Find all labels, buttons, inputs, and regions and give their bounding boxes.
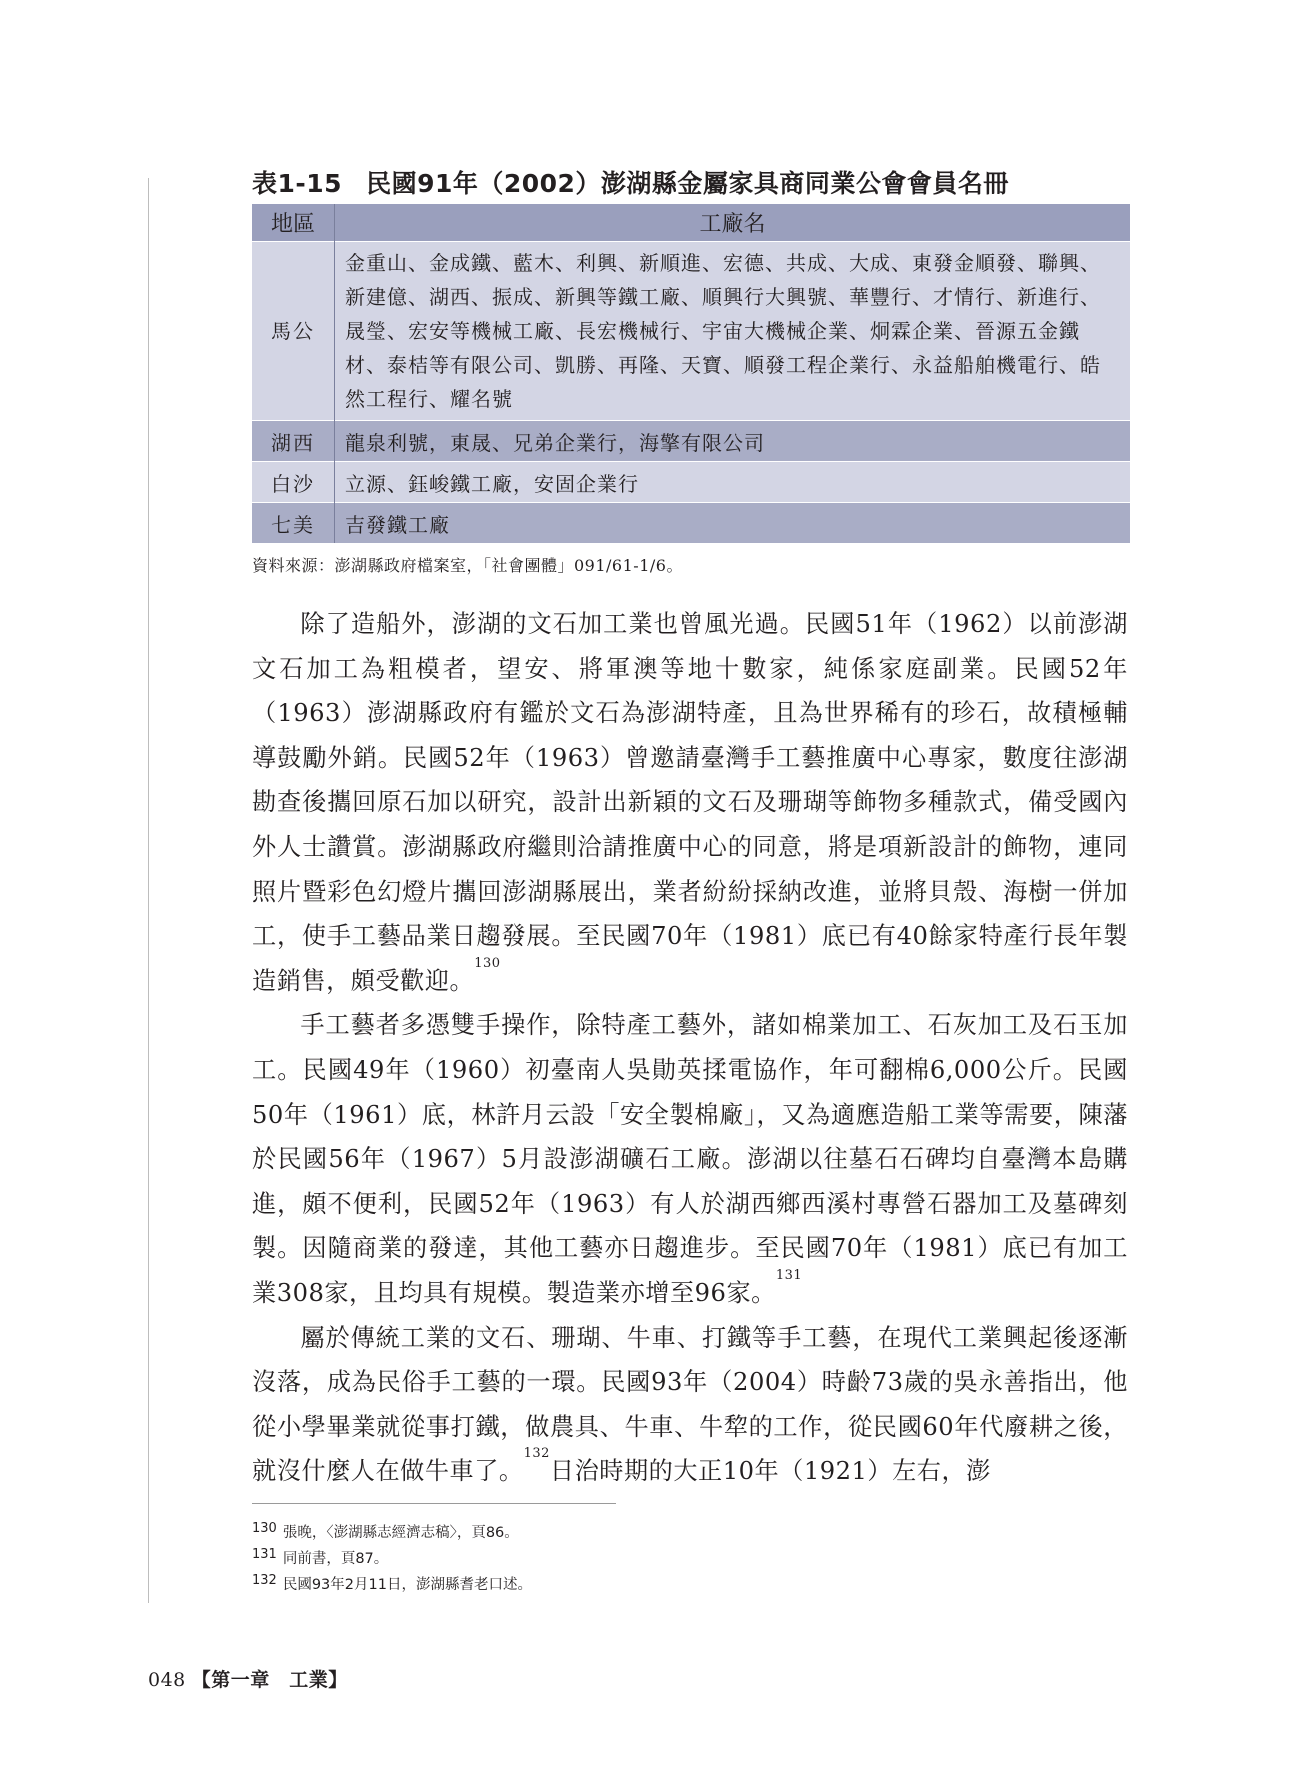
footnote-number: 130 [252,1521,277,1536]
paragraph-text: 手工藝者多憑雙手操作，除特產工藝外，諸如棉業加工、石灰加工及石玉加工。民國49年（1960）初臺南人吳勛英揉電協作，年可翻棉6,000公斤。民國50年（1961）底，林許月云設「安全製棉廠」，又為適應造船工業等需要，陳藩於民國56年（1967）5月設澎湖礦石工廠。澎湖以往墓石石碑均自臺灣本島購進，頗不便利，民國52年（1963）有人於湖西鄉西溪村專營石器加工及墓碑刻製。因隨商業的發達，其他工藝亦日趨進步。至民國70年（1981）底已有加工業308家，且均具有規模。製造業亦增至96家。 [252,1011,1128,1307]
paragraph-text: 屬於傳統工業的文石、珊瑚、牛車、打鐵等手工藝，在現代工業興起後逐漸沒落，成為民俗手工藝的一環。民國93年（2004）時齡73歲的吳永善指出，他從小學畢業就從事打鐵，做農具、牛車、牛犂的工作，從民國60年代廢耕之後，就沒什麼人在做牛車了。 [252,1323,1128,1486]
margin-rule [148,178,149,1603]
row-area: 白沙 [252,462,335,503]
row-factories: 吉發鐵工廠 [335,503,1131,544]
footnote [252,1572,532,1598]
footnote-text: 張晚，〈澎湖縣志經濟志稿〉，頁86。 [282,1525,519,1541]
footnotes [252,1520,532,1598]
row-factories: 立源、鈺峻鐵工廠，安固企業行 [335,462,1131,503]
row-area: 七美 [252,503,335,544]
footnote [252,1546,532,1572]
footnote-number: 132 [252,1573,277,1588]
footnote-ref: 130 [474,955,501,971]
paragraph [252,602,1128,1003]
table-row [252,503,1130,544]
footnote-text: 民國93年2月11日，澎湖縣耆老口述。 [282,1577,532,1593]
row-area: 湖西 [252,421,335,462]
row-factories: 金重山、金成鐵、藍木、利興、新順進、宏德、共成、大成、東發金順發、聯興、新建億、湖西、振成、新興等鐵工廠、順興行大興號、華豐行、才情行、新進行、晟瑩、宏安等機械工廠、長宏機械行、宇宙大機械企業、炯霖企業、晉源五金鐵材、泰桔等有限公司、凱勝、再隆、天寶、順發工程企業行、永益船舶機電行、皓然工程行、耀名號 [335,242,1131,421]
header-factory: 工廠名 [335,204,1131,242]
header-area: 地區 [252,204,335,242]
body-text [252,602,1128,1494]
footnote-text: 同前書，頁87。 [282,1551,389,1567]
footnote-ref: 131 [775,1267,803,1283]
chapter-label: 【第一章 工業】 [191,1669,348,1691]
row-area: 馬公 [252,242,335,421]
table-header-row [252,204,1130,242]
page-folio [148,1665,348,1692]
row-factories: 龍泉利號，東晟、兄弟企業行，海擎有限公司 [335,421,1131,462]
table-number: 表1-15 [252,169,343,198]
table-caption [252,164,1132,200]
table-row [252,242,1130,421]
table-row [252,421,1130,462]
footnote [252,1520,532,1546]
table-row [252,462,1130,503]
footnote-divider [252,1503,616,1504]
page-number: 048 [148,1669,186,1691]
table-source: 資料來源：澎湖縣政府檔案室，「社會團體」091/61-1/6。 [252,556,683,575]
paragraph [252,1316,1128,1494]
footnote-number: 131 [252,1547,277,1562]
table-title: 民國91年（2002）澎湖縣金屬家具商同業公會會員名冊 [366,169,1009,198]
footnote-ref: 132 [523,1446,550,1462]
member-table [252,204,1130,543]
paragraph [252,1003,1128,1315]
paragraph-text: 日治時期的大正10年（1921）左右，澎 [549,1457,991,1486]
paragraph-text: 除了造船外，澎湖的文石加工業也曾風光過。民國51年（1962）以前澎湖文石加工為粗模者，望安、將軍澳等地十數家，純係家庭副業。民國52年（1963）澎湖縣政府有鑑於文石為澎湖特產，且為世界稀有的珍石，故積極輔導鼓勵外銷。民國52年（1963）曾邀請臺灣手工藝推廣中心專家，數度往澎湖勘查後攜回原石加以研究，設計出新穎的文石及珊瑚等飾物多種款式，備受國內外人士讚賞。澎湖縣政府繼則洽請推廣中心的同意，將是項新設計的飾物，連同照片暨彩色幻燈片攜回澎湖縣展出，業者紛紛採納改進，並將貝殼、海樹一併加工，使手工藝品業日趨發展。至民國70年（1981）底已有40餘家特產行長年製造銷售，頗受歡迎。 [252,610,1128,995]
